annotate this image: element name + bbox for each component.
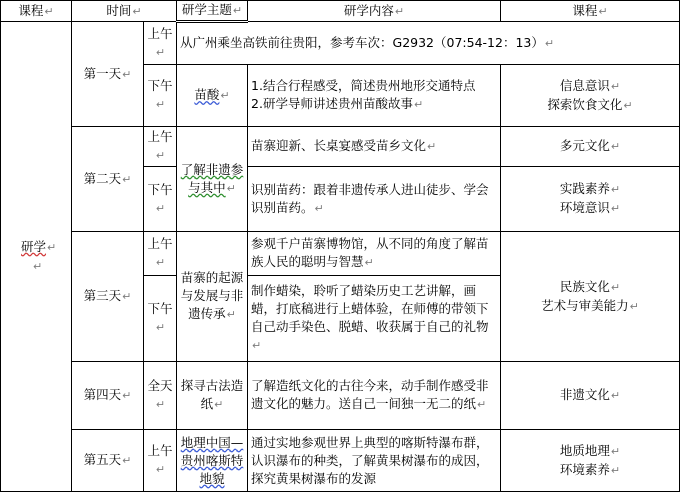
theme-cell: 了解非遗参与其中↵ bbox=[177, 127, 248, 232]
content-cell: 从广州乘坐高铁前往贵阳，参考车次：G2932（07:54-12：13）↵ bbox=[177, 22, 680, 65]
header-course-2: 课程↵ bbox=[501, 1, 680, 22]
content-cell: 苗寨迎新、长桌宴感受苗乡文化↵ bbox=[248, 127, 501, 167]
course-cell: 信息意识↵ 探索饮食文化↵ bbox=[501, 65, 680, 127]
day-label: 第四天↵ bbox=[72, 362, 144, 430]
content-cell bbox=[248, 65, 501, 127]
period-cell: 下午↵ bbox=[144, 65, 177, 127]
table-row bbox=[1, 430, 680, 492]
period-cell: 上午↵ bbox=[144, 430, 177, 492]
theme-cell: 地理中国—贵州喀斯特地貌 bbox=[177, 430, 248, 492]
theme-cell: 苗寨的起源与发展与非遗传承↵ bbox=[177, 232, 248, 362]
header-theme: 研学主题↵ bbox=[177, 1, 248, 22]
theme-cell: 探寻古法造纸↵ bbox=[177, 362, 248, 430]
category-cell: 研学↵ ↵ bbox=[1, 22, 72, 492]
day-label: 第五天↵ bbox=[72, 430, 144, 492]
header-course: 课程↵ bbox=[1, 1, 72, 22]
theme-cell: 苗酸↵ bbox=[177, 65, 248, 127]
header-row bbox=[1, 1, 680, 22]
period-cell: 下午↵ bbox=[144, 167, 177, 232]
period-cell: 上午↵ bbox=[144, 22, 177, 65]
table-row bbox=[1, 232, 680, 276]
course-cell: 民族文化↵ 艺术与审美能力↵ bbox=[501, 232, 680, 362]
period-cell: 上午↵ bbox=[144, 232, 177, 276]
content-cell: 参观千户苗寨博物馆，从不同的角度了解苗族人民的聪明与智慧↵ bbox=[248, 232, 501, 276]
course-cell: 多元文化↵ bbox=[501, 127, 680, 167]
header-content: 研学内容↵ bbox=[248, 1, 501, 22]
day-label: 第二天↵ bbox=[72, 127, 144, 232]
table-row bbox=[1, 362, 680, 430]
content-cell: 制作蜡染，聆听了蜡染历史工艺讲解，画蜡，打底稿进行上蜡体验，在师傅的带领下自己动手染色、脱蜡、收获属于自己的礼物↵ bbox=[248, 276, 501, 362]
period-cell: 上午↵ bbox=[144, 127, 177, 167]
course-cell: 地质地理↵ 环境素养↵ bbox=[501, 430, 680, 492]
day-label: 第一天↵ bbox=[72, 22, 144, 127]
content-cell: 识别苗药：跟着非遗传承人进山徒步、学会识别苗药。↵ bbox=[248, 167, 501, 232]
content-cell: 通过实地参观世界上典型的喀斯特瀑布群，认识瀑布的种类，了解黄果树瀑布的成因，探究黄果树瀑布的发源 bbox=[248, 430, 501, 492]
content-line: 2.研学导师讲述贵州苗酸故事↵ bbox=[251, 96, 424, 111]
content-line: 1.结合行程感受，简述贵州地形交通特点 bbox=[251, 78, 476, 93]
period-cell: 全天↵ bbox=[144, 362, 177, 430]
course-cell: 非遗文化↵ bbox=[501, 362, 680, 430]
table-row bbox=[1, 127, 680, 167]
period-cell: 下午↵ bbox=[144, 276, 177, 362]
content-cell: 了解造纸文化的古往今来，动手制作感受非遗文化的魅力。送自己一间独一无二的纸↵ bbox=[248, 362, 501, 430]
header-time: 时间↵ bbox=[72, 1, 177, 22]
table-row bbox=[1, 22, 680, 65]
day-label: 第三天↵ bbox=[72, 232, 144, 362]
course-cell: 实践素养↵ 环境意识↵ bbox=[501, 167, 680, 232]
